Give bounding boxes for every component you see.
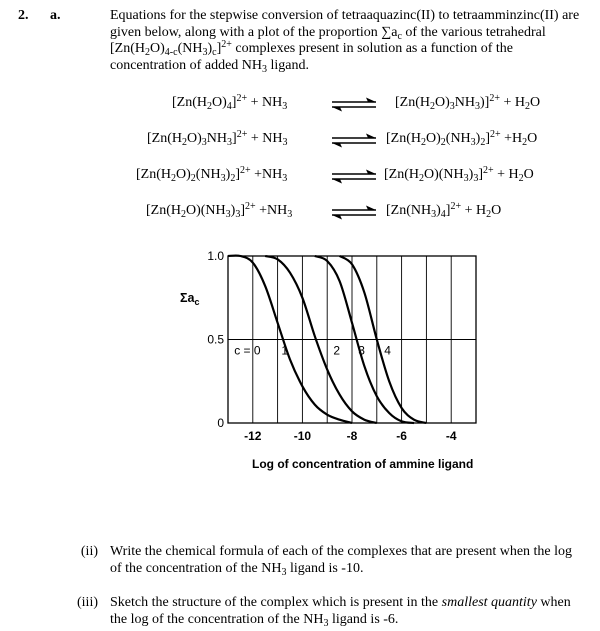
equation-2-right: $[Zn(H_2O)_2(NH_3)_2]^{2+} +H_2O$ — [386, 129, 538, 148]
equilibrium-arrow-icon — [330, 168, 378, 184]
equation-1-right: $[Zn(H_2O)_3NH_3)]^{2+} + H_2O$ — [395, 93, 541, 112]
curve-label: 4 — [384, 343, 391, 358]
question-intro: Equations for the stepwise conversion of tetraaquazinc(II) to tetraamminzinc(II) are given below, along with a plot of the proportion $\sum a_c$ of the various tetrahedral $[Zn(H_2O)_{4-c}(NH_3)_c]^{2+}$ complexes present in solution as a function of the concentration of added $NH_3$ ligand. — [110, 8, 580, 75]
y-tick-label: 0.5 — [207, 332, 224, 347]
y-tick-label: 1.0 — [207, 249, 224, 263]
equation-4-right: $[Zn(NH_3)_4]^{2+} + H_2O$ — [386, 201, 502, 220]
equilibrium-arrow-icon — [330, 96, 378, 112]
question-iii-label: (iii) — [77, 595, 98, 610]
y-axis-title: $\Sigma a_c$ — [180, 290, 200, 307]
y-tick-label: 0 — [217, 416, 224, 430]
question-iii-text: Sketch the structure of the complex which is present in the smallest quantity when the log of the concentration of the $NH_3$ ligand is -6. — [110, 595, 571, 629]
curve-label: c = 0 — [234, 343, 261, 358]
x-tick-label: -4 — [445, 429, 457, 443]
x-tick-label: -6 — [396, 429, 407, 443]
chart-curve-labels — [234, 344, 391, 358]
equation-2-left: $[Zn(H_2O)_3NH_3]^{2+} + NH_3$ — [147, 129, 288, 148]
curve-label: 3 — [358, 343, 365, 358]
question-ii-text: Write the chemical formula of each of the complexes that are present when the log of the concentration of the $NH_3$ ligand is -10. — [110, 544, 573, 578]
x-tick-label: -8 — [346, 429, 358, 443]
chart-grid — [228, 256, 476, 423]
curve-label: 1 — [281, 343, 289, 358]
equilibrium-arrow-icon — [330, 132, 378, 148]
equation-3-left: $[Zn(H_2O)_2(NH_3)_2]^{2+} +NH_3$ — [136, 165, 288, 184]
question-ii-label: (ii) — [80, 544, 98, 559]
x-tick-label: -10 — [293, 429, 312, 443]
question-part: a. — [50, 8, 61, 23]
x-axis-title: Log of concentration of ammine ligand — [252, 457, 474, 471]
question-number: 2. — [18, 8, 29, 23]
curve-label: 2 — [333, 343, 341, 358]
equation-1-left: $[Zn(H_2O)_4]^{2+} + NH_3$ — [172, 93, 288, 112]
equilibrium-arrow-icon — [330, 204, 378, 220]
ammine-distribution-chart — [170, 240, 500, 480]
x-tick-label: -12 — [244, 429, 262, 443]
equation-4-left: $[Zn(H_2O)(NH_3)_3]^{2+} +NH_3$ — [146, 201, 293, 220]
equation-3-right: $[Zn(H_2O)(NH_3)_3]^{2+} + H_2O$ — [384, 165, 534, 184]
